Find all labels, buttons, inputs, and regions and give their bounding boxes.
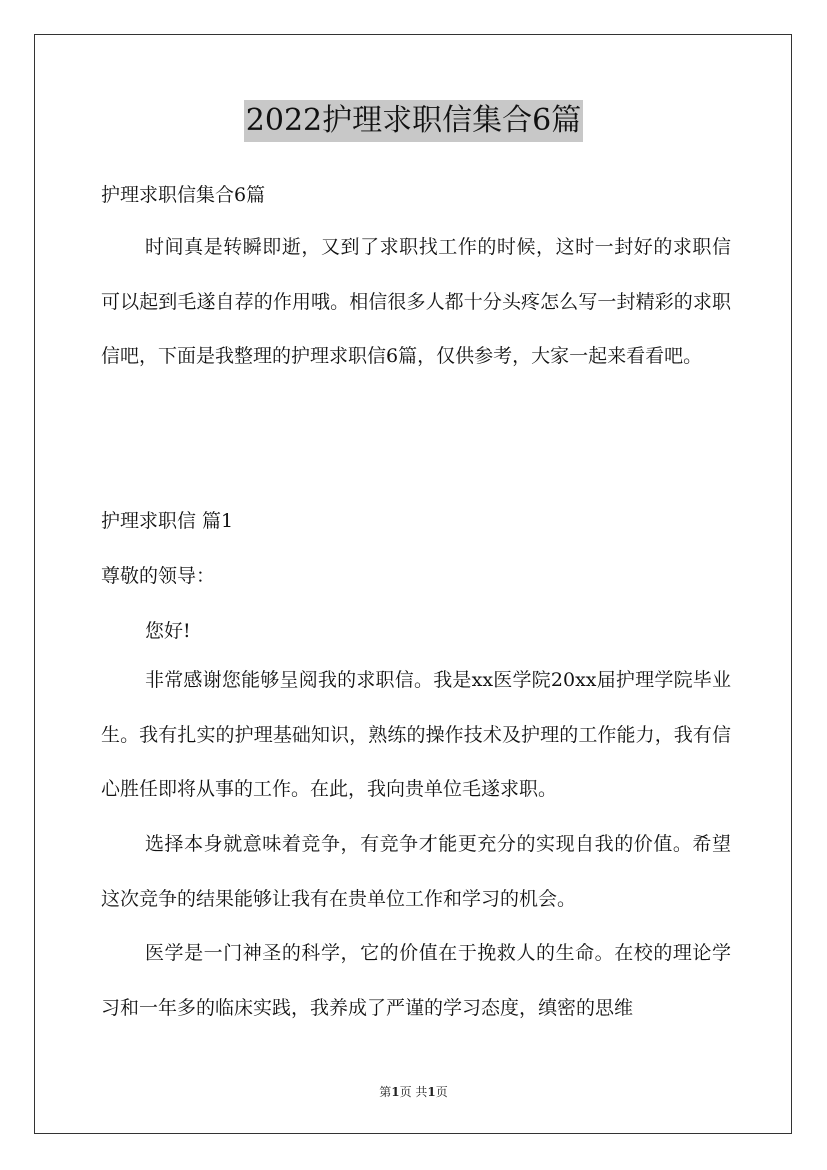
footer-prefix: 第 (379, 1085, 392, 1099)
body-paragraph-3: 医学是一门神圣的科学，它的价值在于挽救人的生命。在校的理论学习和一年多的临床实践，我养成了严谨的学习态度，缜密的思维 (101, 942, 731, 1019)
footer-page-number: 1 (391, 1085, 400, 1099)
footer-mid: 页 共 (399, 1085, 428, 1099)
page-footer (0, 1083, 827, 1100)
body-paragraph-1: 非常感谢您能够呈阅我的求职信。我是xx医学院20xx届护理学院毕业生。我有扎实的护理基础知识，熟练的操作技术及护理的工作能力，我有信心胜任即将从事的工作。在此，我向贵单位毛遂求职。 (101, 669, 731, 801)
title-block (0, 100, 827, 142)
footer-suffix: 页 (435, 1085, 448, 1099)
intro-paragraph: 时间真是转瞬即逝，又到了求职找工作的时候，这时一封好的求职信可以起到毛遂自荐的作用哦。相信很多人都十分头疼怎么写一封精彩的求职信吧，下面是我整理的护理求职信6篇，仅供参考，大家一起来看看吧。 (101, 236, 731, 368)
subtitle: 护理求职信集合6篇 (101, 184, 266, 206)
footer-page-total: 1 (427, 1085, 436, 1099)
body-paragraph-2: 选择本身就意味着竞争，有竞争才能更充分的实现自我的价值。希望这次竞争的结果能够让我有在贵单位工作和学习的机会。 (101, 833, 731, 910)
greeting: 您好! (145, 620, 191, 642)
section-heading: 护理求职信 篇1 (101, 510, 234, 532)
document-title: 2022护理求职信集合6篇 (244, 100, 583, 142)
salutation: 尊敬的领导： (101, 565, 216, 587)
